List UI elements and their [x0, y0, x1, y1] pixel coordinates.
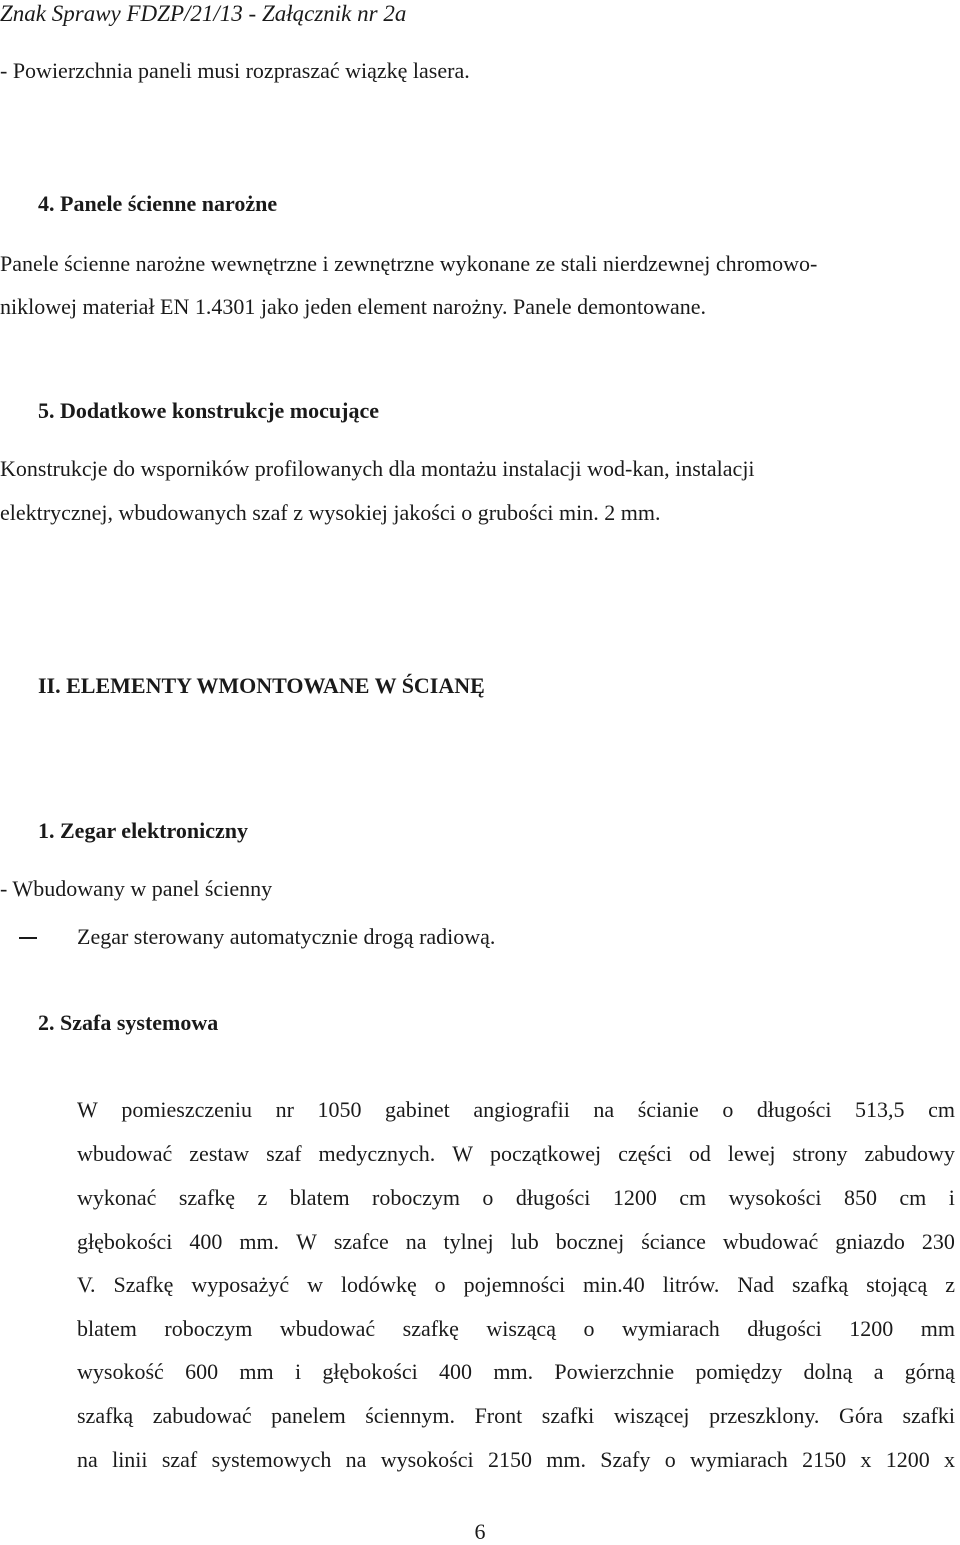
dash-bullet-icon — [19, 937, 37, 939]
section-4-line-1: Panele ścienne narożne wewnętrzne i zewnętrzne wykonane ze stali nierdzewnej chromowo- — [0, 251, 818, 276]
item-1-dash-item: Zegar sterowany automatycznie drogą radiową. — [77, 924, 496, 949]
section-5-line-2: elektrycznej, wbudowanych szaf z wysokiej jakości o grubości min. 2 mm. — [0, 500, 661, 525]
document-header: Znak Sprawy FDZP/21/13 - Załącznik nr 2a — [0, 1, 407, 26]
part-2-heading: II. ELEMENTY WMONTOWANE W ŚCIANĘ — [38, 673, 485, 698]
item-2-line: na linii szaf systemowych na wysokości 2150 mm. Szafy o wymiarach 2150 x 1200 x — [77, 1447, 955, 1472]
item-2-line: wbudować zestaw szaf medycznych. W początkowej części od lewej strony zabudowy — [77, 1141, 955, 1166]
item-1-heading: 1. Zegar elektroniczny — [38, 818, 248, 843]
section-4-line-2: niklowej materiał EN 1.4301 jako jeden element narożny. Panele demontowane. — [0, 294, 707, 319]
item-2-line: szafką zabudować panelem ściennym. Front szafki wiszącej przeszklony. Góra szafki — [77, 1403, 955, 1428]
section-5-heading: 5. Dodatkowe konstrukcje mocujące — [38, 398, 379, 423]
intro-line: - Powierzchnia paneli musi rozpraszać wiązkę lasera. — [0, 58, 470, 83]
item-1-bullet: - Wbudowany w panel ścienny — [0, 876, 273, 901]
section-4-heading: 4. Panele ścienne narożne — [38, 191, 278, 216]
item-2-line: wykonać szafkę z blatem roboczym o długości 1200 cm wysokości 850 cm i — [77, 1185, 955, 1210]
item-2-line: blatem roboczym wbudować szafkę wiszącą o wymiarach długości 1200 mm — [77, 1316, 955, 1341]
item-2-line: wysokość 600 mm i głębokości 400 mm. Powierzchnie pomiędzy dolną a górną — [77, 1359, 955, 1384]
page-number: 6 — [474, 1519, 486, 1544]
item-2-line: V. Szafkę wyposażyć w lodówkę o pojemności min.40 litrów. Nad szafką stojącą z — [77, 1272, 955, 1297]
item-2-line: W pomieszczeniu nr 1050 gabinet angiografii na ścianie o długości 513,5 cm — [77, 1097, 955, 1122]
item-2-line: głębokości 400 mm. W szafce na tylnej lub bocznej ściance wbudować gniazdo 230 — [77, 1229, 955, 1254]
section-5-line-1: Konstrukcje do wsporników profilowanych dla montażu instalacji wod-kan, instalacji — [0, 456, 755, 481]
item-2-heading: 2. Szafa systemowa — [38, 1010, 219, 1035]
